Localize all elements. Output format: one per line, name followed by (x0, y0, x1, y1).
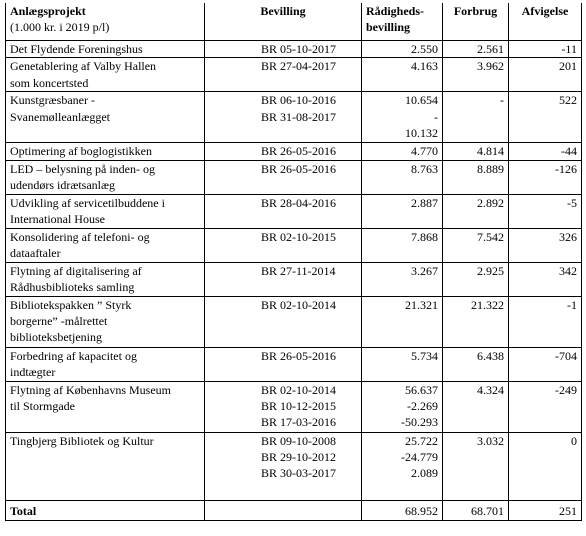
project-cell-line: Flytning af Københavns Museum (10, 382, 171, 397)
raadighed-cell (362, 160, 443, 194)
bevilling-cell-line: BR 27-04-2017 (261, 59, 336, 74)
afvigelse-cell (509, 92, 582, 143)
header-raadighed-line2: bevilling (366, 20, 411, 35)
raadighed-cell-line: 10.654 (405, 93, 438, 108)
header-raadighed-line1: Rådigheds- (366, 4, 425, 18)
project-cell-line: Genetablering af Valby Hallen (10, 59, 157, 74)
raadighed-cell (362, 381, 443, 432)
table-row (6, 296, 582, 347)
project-cell-line: International House (10, 211, 105, 226)
project-cell-line: Rådhusbiblioteks samling (10, 279, 135, 294)
forbrug-cell (443, 143, 509, 160)
bevilling-cell (205, 228, 362, 262)
bevilling-cell (205, 381, 362, 432)
bevilling-cell-line: BR 26-05-2016 (261, 161, 336, 176)
project-cell-line: Tingbjerg Bibliotek og Kultur (10, 433, 154, 448)
forbrug-cell-line: 7.542 (477, 229, 504, 244)
bevilling-cell-line: BR 29-10-2012 (261, 449, 336, 464)
forbrug-cell-line: 2.925 (477, 263, 504, 278)
raadighed-cell-line: 2.887 (411, 195, 438, 210)
header-raadighed (362, 3, 443, 41)
raadighed-cell (362, 262, 443, 296)
forbrug-cell-line: 2.892 (477, 195, 504, 210)
raadighed-cell-line: 10.132 (405, 125, 438, 140)
project-cell-line: Konsolidering af telefoni- og (10, 229, 150, 244)
bevilling-cell (205, 347, 362, 381)
raadighed-cell-line: - (434, 109, 438, 124)
bevilling-cell-line: BR 26-05-2016 (261, 144, 336, 159)
raadighed-cell (362, 432, 443, 500)
afvigelse-cell-line: -1 (567, 297, 577, 312)
top-crop-edge (0, 0, 586, 3)
forbrug-cell-line: 2.561 (477, 42, 504, 56)
forbrug-cell (443, 381, 509, 432)
forbrug-cell-line: 3.032 (477, 433, 504, 448)
afvigelse-cell-line: 0 (571, 433, 577, 448)
bevilling-cell (205, 92, 362, 143)
afvigelse-cell (509, 381, 582, 432)
afvigelse-cell-line: 201 (559, 59, 577, 74)
afvigelse-cell (509, 194, 582, 228)
table-row (6, 194, 582, 228)
bevilling-cell (205, 143, 362, 160)
project-cell-line: Udvikling af servicetilbuddene i (10, 195, 165, 210)
project-cell-line: LED – belysning på inden- og (10, 161, 155, 176)
forbrug-cell-line: 4.324 (477, 382, 504, 397)
bevilling-cell-line: BR 10-12-2015 (261, 398, 336, 413)
afvigelse-cell-line: 342 (559, 263, 577, 278)
bevilling-cell-line: BR 26-05-2016 (261, 348, 336, 363)
raadighed-cell-line: 56.637 (405, 382, 438, 397)
project-cell-line: Flytning af digitalisering af (10, 263, 142, 278)
afvigelse-cell-line: 326 (559, 229, 577, 244)
project-cell (6, 41, 205, 58)
project-cell-line: Forbedring af kapacitet og (10, 348, 137, 363)
raadighed-cell-line: 2.550 (411, 42, 438, 56)
bevilling-cell-line: BR 02-10-2014 (261, 297, 336, 312)
afvigelse-cell (509, 432, 582, 500)
bevilling-cell (205, 58, 362, 92)
afvigelse-cell (509, 262, 582, 296)
total-forbrug: 68.701 (443, 500, 509, 520)
table-row (6, 160, 582, 194)
bevilling-cell-line: BR 05-10-2017 (261, 42, 336, 56)
raadighed-cell-line: -2.269 (407, 398, 438, 413)
forbrug-cell (443, 194, 509, 228)
afvigelse-cell (509, 143, 582, 160)
afvigelse-cell (509, 58, 582, 92)
raadighed-cell-line: 8.763 (411, 161, 438, 176)
bevilling-cell-line: BR 02-10-2015 (261, 229, 336, 244)
bevilling-cell (205, 296, 362, 347)
bevilling-cell-line: BR 06-10-2016 (261, 93, 336, 108)
table-row (6, 262, 582, 296)
project-cell (6, 347, 205, 381)
table-row (6, 143, 582, 160)
table-body (6, 41, 582, 501)
forbrug-cell-line: - (500, 93, 504, 108)
bevilling-cell-line: BR 28-04-2016 (261, 195, 336, 210)
forbrug-cell (443, 58, 509, 92)
project-cell-line: Optimering af boglogistikken (10, 144, 152, 159)
bevilling-cell-line: BR 31-08-2017 (261, 109, 336, 124)
header-project-subtitle: (1.000 kr. i 2019 p/l) (10, 20, 110, 35)
header-project (6, 3, 205, 41)
project-cell (6, 143, 205, 160)
raadighed-cell (362, 92, 443, 143)
total-afvigelse: 251 (509, 500, 582, 520)
raadighed-cell-line: 4.770 (411, 144, 438, 159)
raadighed-cell-line: 21.321 (405, 297, 438, 312)
project-cell-line: borgerne” -målrettet (10, 313, 108, 328)
afvigelse-cell (509, 41, 582, 58)
header-row (6, 3, 582, 41)
forbrug-cell (443, 41, 509, 58)
project-cell-line: som koncertsted (10, 75, 89, 90)
afvigelse-cell (509, 347, 582, 381)
project-cell-line: Bibliotekspakken ” Styrk (10, 297, 132, 312)
afvigelse-cell-line: -126 (555, 161, 577, 176)
bevilling-cell-line: BR 09-10-2008 (261, 433, 336, 448)
budget-table (5, 2, 582, 521)
bevilling-cell-line: BR 30-03-2017 (261, 466, 336, 481)
raadighed-cell-line: -24.779 (401, 449, 438, 464)
project-cell (6, 160, 205, 194)
bevilling-cell (205, 41, 362, 58)
project-cell-line: dataaftaler (10, 245, 61, 260)
raadighed-cell (362, 194, 443, 228)
project-cell (6, 432, 205, 500)
header-afvigelse: Afvigelse (509, 3, 582, 41)
forbrug-cell-line: 4.814 (477, 144, 504, 159)
raadighed-cell (362, 41, 443, 58)
forbrug-cell-line: 8.889 (477, 161, 504, 176)
table-row (6, 41, 582, 58)
raadighed-cell-line: 25.722 (405, 433, 438, 448)
project-cell (6, 296, 205, 347)
afvigelse-cell-line: -5 (567, 195, 577, 210)
afvigelse-cell (509, 160, 582, 194)
raadighed-cell (362, 228, 443, 262)
project-cell (6, 381, 205, 432)
table-row (6, 381, 582, 432)
afvigelse-cell (509, 296, 582, 347)
raadighed-cell-line: -50.293 (401, 415, 438, 430)
forbrug-cell (443, 92, 509, 143)
afvigelse-cell-line: -704 (555, 348, 577, 363)
table-row (6, 228, 582, 262)
project-cell-line: til Stormgade (10, 398, 75, 413)
raadighed-cell-line: 3.267 (411, 263, 438, 278)
bevilling-cell-line: BR 02-10-2014 (261, 382, 336, 397)
bevilling-cell (205, 160, 362, 194)
project-cell (6, 58, 205, 92)
bevilling-cell (205, 194, 362, 228)
forbrug-cell (443, 160, 509, 194)
table-row (6, 92, 582, 143)
total-row (6, 500, 582, 520)
forbrug-cell (443, 296, 509, 347)
raadighed-cell-line: 2.089 (411, 466, 438, 481)
project-cell-line: Det Flydende Foreningshus (10, 42, 143, 56)
bevilling-cell-line: BR 27-11-2014 (261, 263, 336, 278)
table-row (6, 347, 582, 381)
afvigelse-cell-line: -249 (555, 382, 577, 397)
raadighed-cell (362, 296, 443, 347)
raadighed-cell-line: 5.734 (411, 348, 438, 363)
bevilling-cell (205, 432, 362, 500)
header-project-label: Anlægsprojekt (10, 4, 86, 18)
table-row (6, 432, 582, 500)
raadighed-cell (362, 347, 443, 381)
forbrug-cell-line: 6.438 (477, 348, 504, 363)
project-cell (6, 228, 205, 262)
total-raadighed: 68.952 (362, 500, 443, 520)
project-cell-line: biblioteksbetjening (10, 330, 102, 345)
project-cell (6, 262, 205, 296)
raadighed-cell (362, 143, 443, 160)
table-row (6, 58, 582, 92)
bevilling-cell (205, 262, 362, 296)
forbrug-cell (443, 262, 509, 296)
raadighed-cell-line: 4.163 (411, 59, 438, 74)
afvigelse-cell-line: -11 (561, 42, 577, 56)
project-cell-line: udendørs idrætsanlæg (10, 177, 115, 192)
forbrug-cell (443, 432, 509, 500)
header-bevilling: Bevilling (205, 3, 362, 41)
header-forbrug: Forbrug (443, 3, 509, 41)
forbrug-cell (443, 347, 509, 381)
bevilling-cell-line: BR 17-03-2016 (261, 415, 336, 430)
total-label: Total (6, 500, 205, 520)
forbrug-cell-line: 21.322 (471, 297, 504, 312)
project-cell-line: indtægter (10, 364, 56, 379)
project-cell (6, 194, 205, 228)
raadighed-cell (362, 58, 443, 92)
forbrug-cell (443, 228, 509, 262)
raadighed-cell-line: 7.868 (411, 229, 438, 244)
total-bevilling-empty (205, 500, 362, 520)
forbrug-cell-line: 3.962 (477, 59, 504, 74)
afvigelse-cell (509, 228, 582, 262)
afvigelse-cell-line: -44 (561, 144, 577, 159)
project-cell-line: Svanemølleanlægget (10, 109, 110, 124)
project-cell (6, 92, 205, 143)
afvigelse-cell-line: 522 (559, 93, 577, 108)
project-cell-line: Kunstgræsbaner - (10, 93, 95, 108)
